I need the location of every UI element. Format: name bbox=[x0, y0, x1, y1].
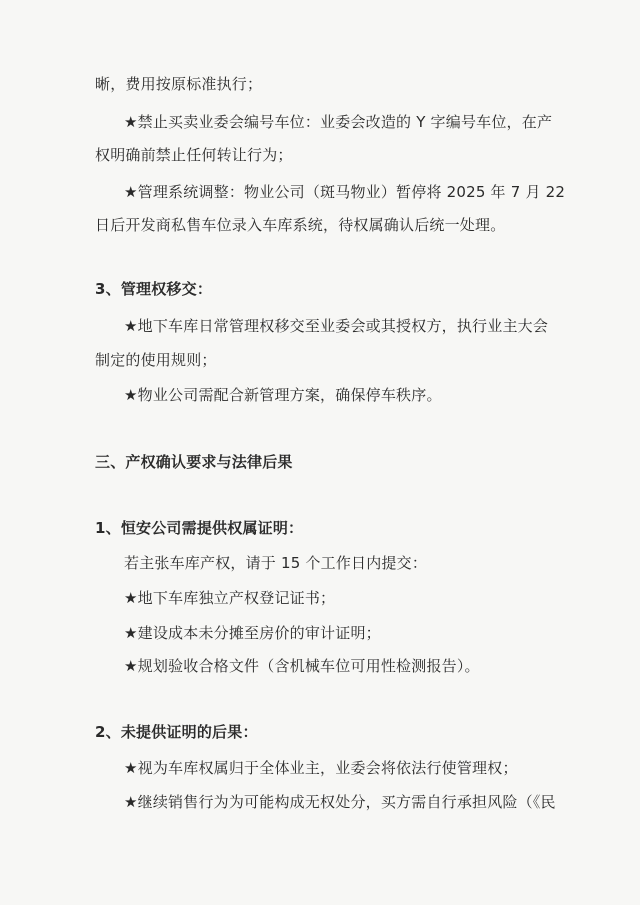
text-line: ★地下车库独立产权登记证书； bbox=[124, 589, 336, 607]
text-line: ★规划验收合格文件（含机械车位可用性检测报告）。 bbox=[124, 657, 480, 675]
text-line: ★继续销售行为为可能构成无权处分，买方需自行承担风险（《民 bbox=[124, 793, 556, 811]
text-line: ★视为车库权属归于全体业主，业委会将依法行使管理权； bbox=[124, 759, 518, 777]
text-line: 日后开发商私售车位录入车库系统，待权属确认后统一处理。 bbox=[95, 216, 506, 234]
text-line: ★建设成本未分摊至房价的审计证明； bbox=[124, 624, 381, 642]
text-line: ★地下车库日常管理权移交至业委会或其授权方，执行业主大会 bbox=[124, 317, 549, 335]
text-line: 权明确前禁止任何转让行为； bbox=[95, 146, 293, 164]
chapter-heading: 三、产权确认要求与法律后果 bbox=[95, 453, 293, 471]
section-heading: 3、管理权移交： bbox=[95, 280, 213, 298]
text-line: 晰，费用按原标准执行； bbox=[95, 75, 263, 93]
section-heading: 1、恒安公司需提供权属证明： bbox=[95, 519, 304, 537]
text-line: 制定的使用规则； bbox=[95, 351, 217, 369]
text-line: ★物业公司需配合新管理方案，确保停车秩序。 bbox=[124, 386, 442, 404]
text-line: ★禁止买卖业委会编号车位：业委会改造的 Y 字编号车位，在产 bbox=[124, 113, 553, 131]
text-line: ★管理系统调整：物业公司（斑马物业）暂停将 2025 年 7 月 22 bbox=[124, 183, 566, 201]
section-heading: 2、未提供证明的后果： bbox=[95, 723, 258, 741]
text-line: 若主张车库产权，请于 15 个工作日内提交： bbox=[124, 554, 428, 572]
